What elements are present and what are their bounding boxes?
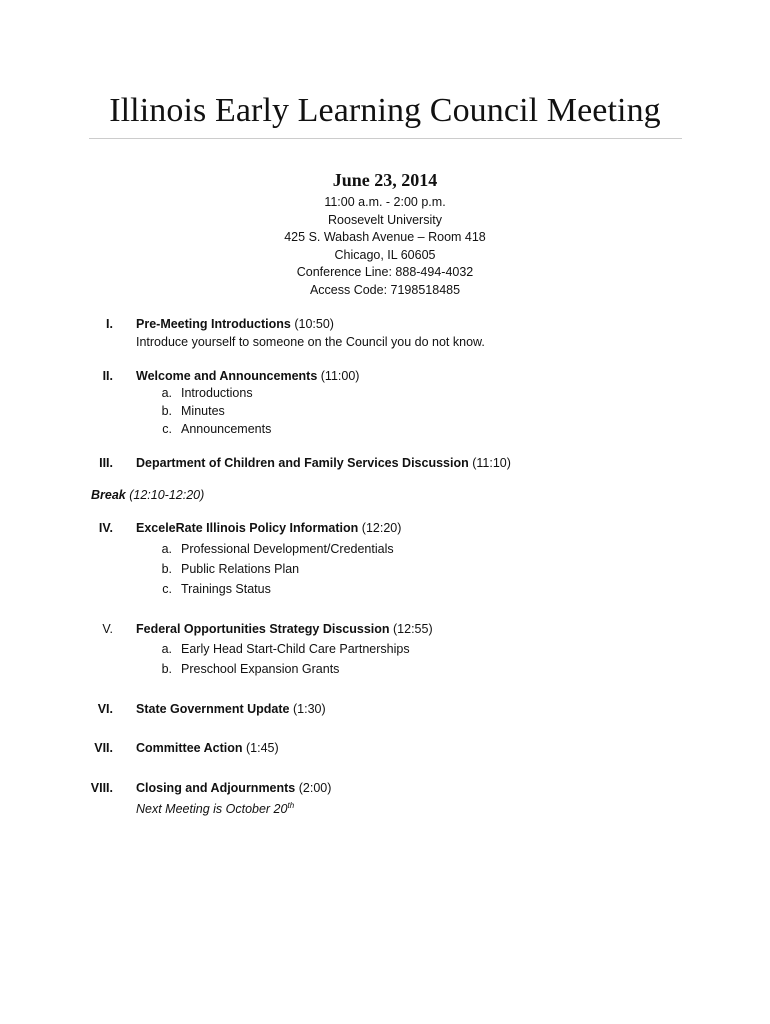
item-time: (1:30) — [293, 702, 326, 716]
break-time: (12:10-12:20) — [129, 488, 205, 502]
item-title: Federal Opportunities Strategy Discussion — [136, 622, 390, 636]
break-line — [91, 488, 204, 502]
meeting-date: June 23, 2014 — [332, 170, 438, 190]
next-meeting-text: Next Meeting is October 20 — [136, 802, 288, 816]
item-number: VII. — [94, 741, 113, 755]
item-time: (12:20) — [361, 521, 402, 535]
item-time: (1:45) — [245, 741, 279, 755]
item-number: IV. — [98, 521, 113, 535]
item-title: Pre-Meeting Introductions — [136, 317, 291, 331]
next-meeting-note — [136, 801, 294, 816]
item-time: (12:55) — [393, 622, 433, 636]
sub-item-text: Announcements — [181, 422, 272, 436]
item-number: I. — [106, 317, 113, 331]
item-number: III. — [99, 456, 113, 470]
item-title: ExceleRate Illinois Policy Information — [136, 521, 359, 535]
meeting-venue: Roosevelt University — [328, 212, 442, 227]
meeting-city: Chicago, IL 60605 — [334, 247, 436, 262]
item-number: V. — [102, 622, 113, 636]
sub-item-text: Public Relations Plan — [181, 562, 300, 576]
meeting-time: 11:00 a.m. - 2:00 p.m. — [324, 195, 446, 209]
sub-item-text: Trainings Status — [181, 582, 271, 596]
item-title: State Government Update — [136, 702, 290, 716]
sub-item-letter: b. — [161, 404, 172, 418]
item-number: VIII. — [90, 781, 113, 795]
sub-item-letter: c. — [162, 582, 172, 596]
conference-line: Conference Line: 888-494-4032 — [296, 265, 474, 280]
sub-item-letter: a. — [161, 542, 172, 556]
document-title: Illinois Early Learning Council Meeting — [109, 92, 661, 129]
sub-item-letter: c. — [162, 422, 172, 436]
item-number: VI. — [97, 702, 113, 716]
meeting-address: 425 S. Wabash Avenue – Room 418 — [284, 230, 486, 245]
item-number: II. — [102, 369, 113, 383]
next-meeting-suffix: th — [287, 801, 295, 810]
sub-item-text: Preschool Expansion Grants — [181, 662, 340, 676]
break-label: Break — [91, 488, 126, 502]
item-title: Committee Action — [136, 741, 243, 755]
sub-item-text: Early Head Start-Child Care Partnerships — [181, 642, 410, 656]
item-note: Introduce yourself to someone on the Council you do not know. — [136, 335, 485, 349]
sub-item-letter: b. — [161, 562, 172, 576]
sub-item-letter: b. — [161, 662, 172, 676]
title-underline — [89, 138, 682, 139]
item-time: (10:50) — [294, 317, 334, 331]
access-code: Access Code: 7198518485 — [309, 282, 461, 297]
sub-item-text: Professional Development/Credentials — [181, 542, 394, 556]
sub-item-text: Introductions — [181, 386, 253, 400]
item-time: (2:00) — [298, 781, 332, 795]
sub-item-text: Minutes — [181, 404, 225, 418]
item-time: (11:10) — [472, 456, 511, 470]
item-title: Department of Children and Family Services Discussion — [136, 456, 469, 470]
sub-item-letter: a. — [161, 386, 172, 400]
item-time: (11:00) — [320, 369, 360, 383]
item-title: Closing and Adjournments — [136, 781, 296, 795]
sub-item-letter: a. — [161, 642, 172, 656]
item-title: Welcome and Announcements — [136, 369, 318, 383]
meeting-info — [0, 194, 770, 300]
